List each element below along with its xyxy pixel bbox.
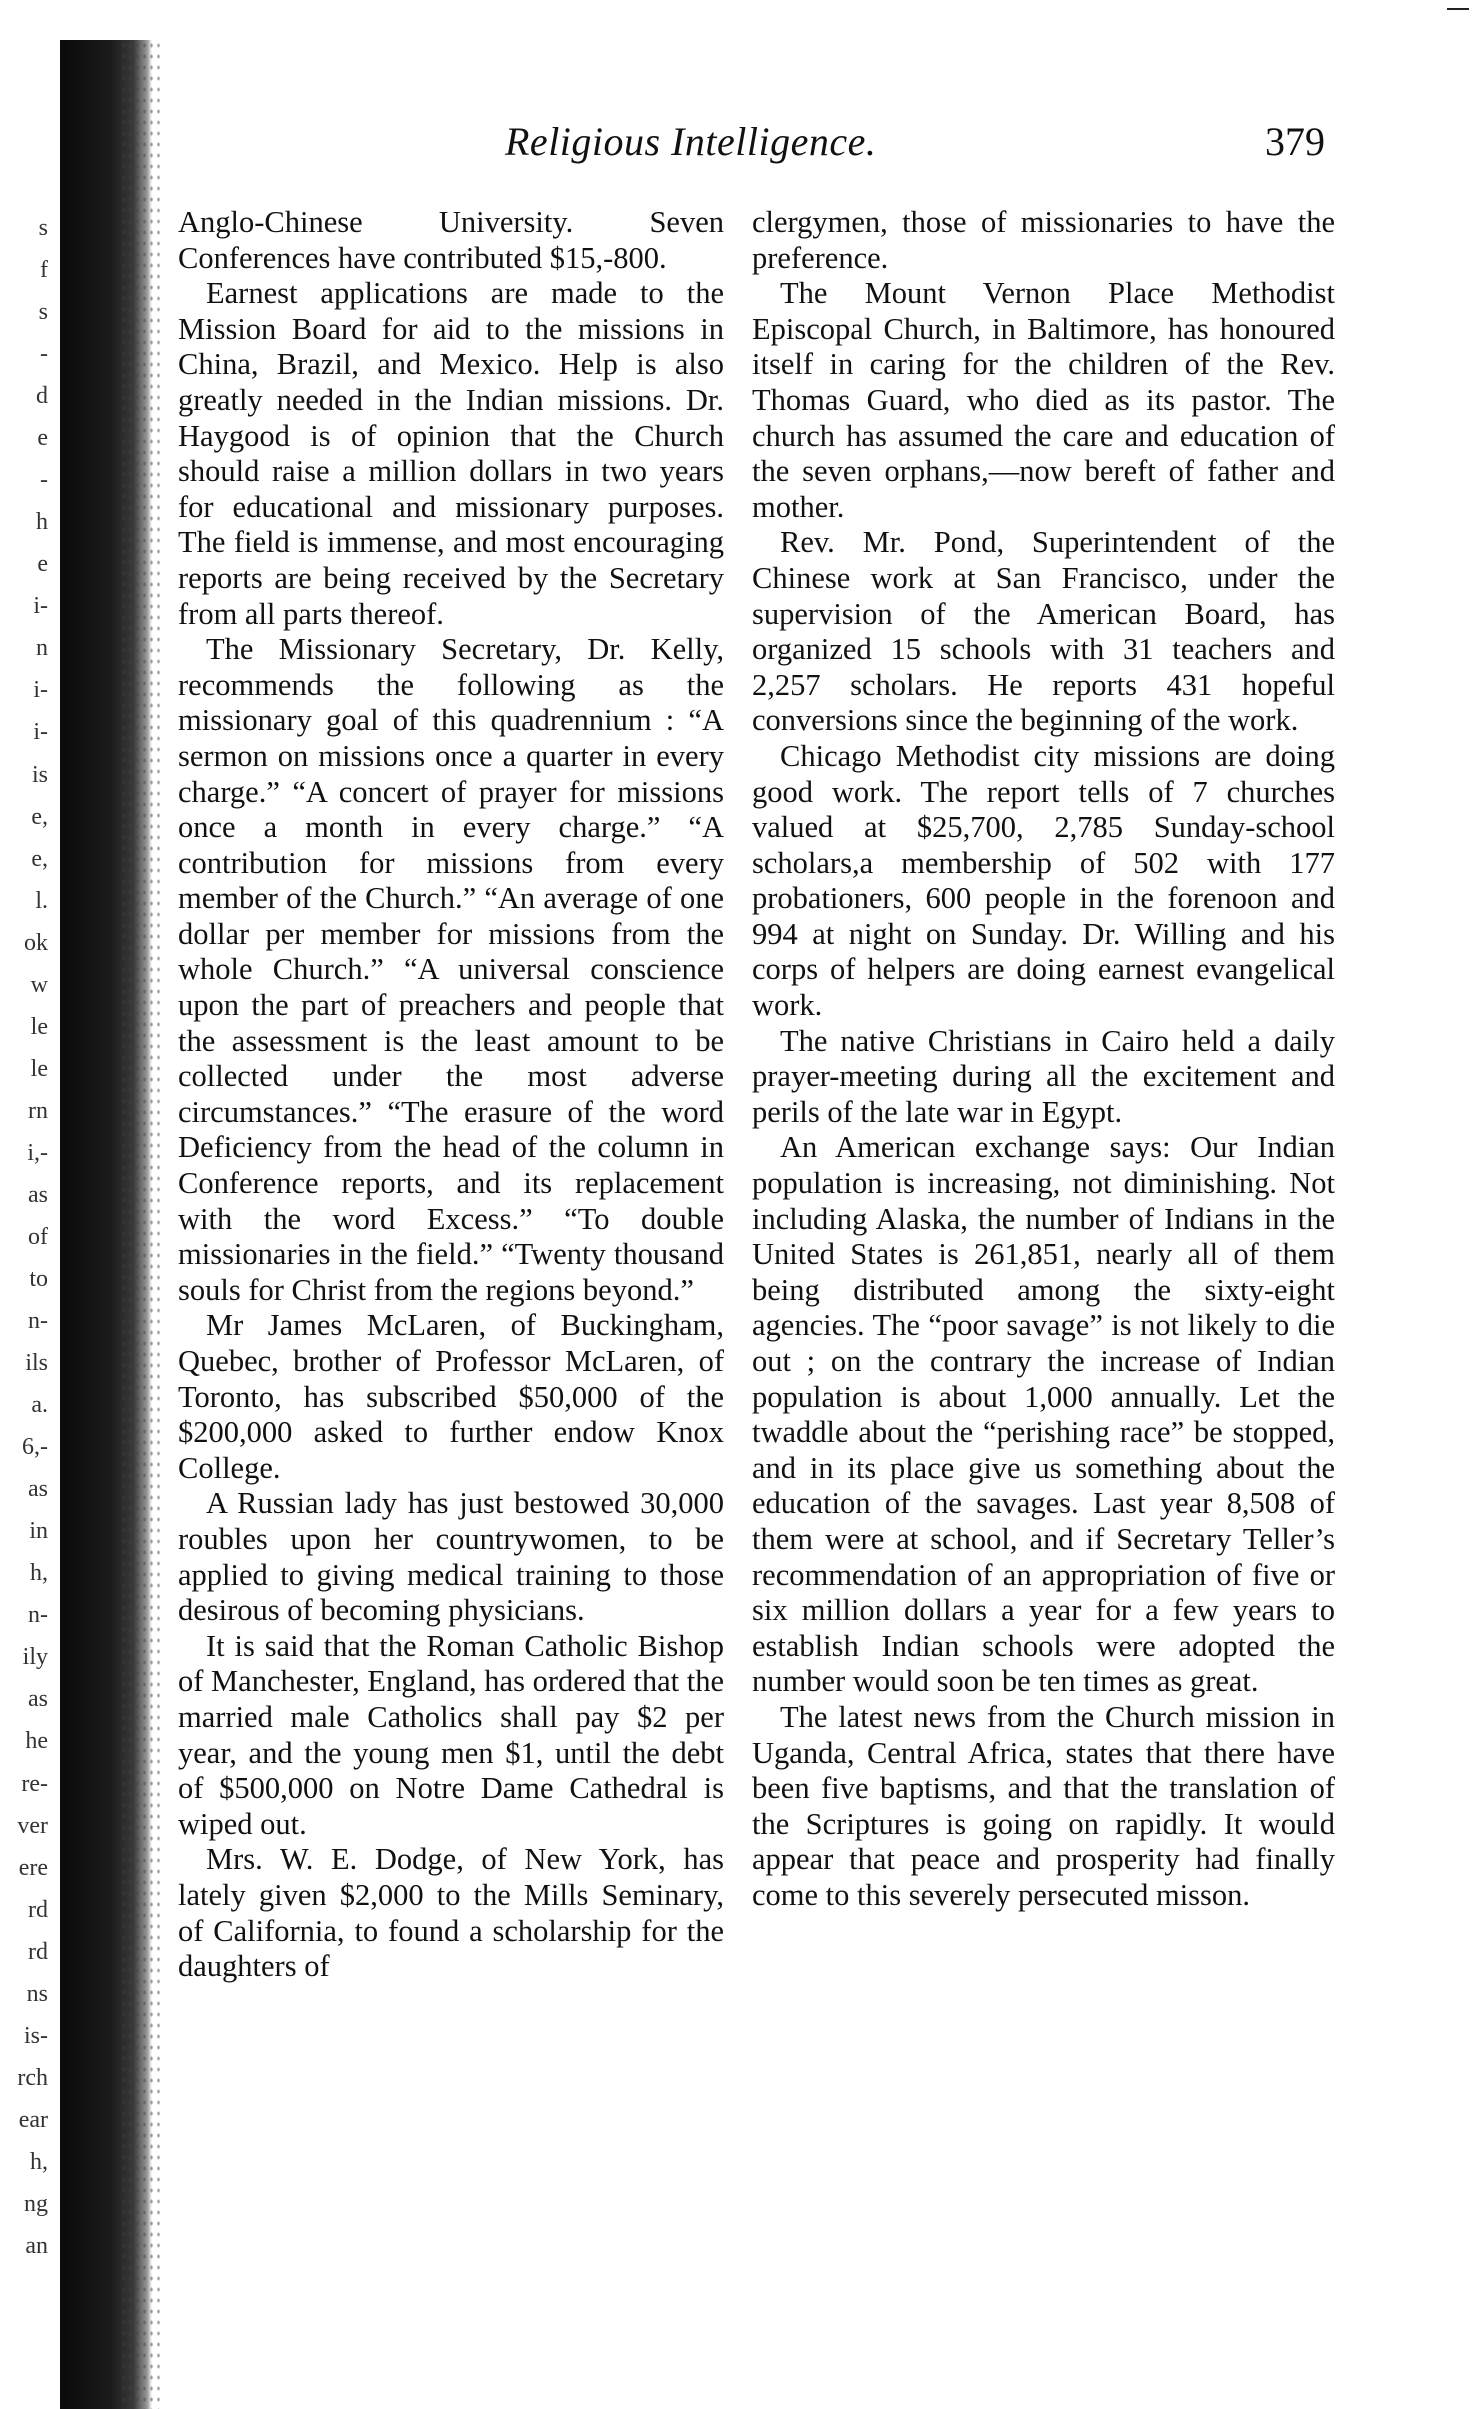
bleed-fragment: re-: [21, 1771, 48, 1797]
bleed-fragment: ver: [17, 1813, 48, 1839]
bleed-fragment: i-: [33, 593, 48, 619]
paragraph: An American exchange says: Our Indian population is increasing, not diminishing. Not including Alaska, the number of Indians in the United States is 261,851, nearly all of them being distributed among the sixty-eight agencies. The “poor savage” is not likely to die out ; on the contrary the increase of Indian population is about 1,000 annually. Let the twaddle about the “perishing race” be stopped, and in its place give us something about the education of the savages. Last year 8,508 of them were at school, and if Secretary Teller’s recommendation of an appropriation of five or six million dollars a year for a few years to establish Indian schools were adopted the number would soon be ten times as great.: [752, 1130, 1335, 1699]
bleed-fragment: s: [38, 299, 48, 325]
bleed-fragment: i-: [33, 719, 48, 745]
bleed-fragment: n: [36, 635, 48, 661]
bleed-fragment: e: [37, 425, 48, 451]
bleed-fragment: w: [30, 972, 48, 998]
right-column: [752, 205, 1335, 1914]
paragraph: The Missionary Secretary, Dr. Kelly, recommends the following as the missionary goal of this quadrennium : “A sermon on missions once a quarter in every charge.” “A concert of prayer for missions once a month in every charge.” “A contribution for missions from every member of the Church.” “An average of one dollar per member for missions from the whole Church.” “A universal conscience upon the part of preachers and people that the assessment is the least amount to be collected under the most adverse circumstances.” “The erasure of the word Deficiency from the head of the column in Conference reports, and its replacement with the word Excess.” “To double missionaries in the field.” “Twenty thousand souls for Christ from the regions beyond.”: [178, 632, 724, 1307]
paragraph: Mrs. W. E. Dodge, of New York, has lately given $2,000 to the Mills Seminary, of California, to found a scholarship for the daughters of: [178, 1842, 724, 1984]
bleed-fragment: a.: [31, 1392, 48, 1418]
bleed-fragment: is: [31, 762, 48, 788]
bleed-fragment: an: [25, 2233, 48, 2259]
bleed-fragment: rch: [17, 2065, 48, 2091]
bleed-fragment: s: [38, 215, 48, 241]
bleed-fragment: ok: [24, 930, 48, 956]
bleed-fragment: e: [37, 551, 48, 577]
paragraph: clergymen, those of missionaries to have the preference.: [752, 205, 1335, 275]
running-title: Religious Intelligence.: [505, 119, 877, 164]
page-number: 379: [1265, 119, 1325, 164]
bleed-fragment: ere: [18, 1855, 48, 1881]
paragraph: Chicago Methodist city missions are doing good work. The report tells of 7 churches valued at $25,700, 2,785 Sunday-school scholars,a membership of 502 with 177 probationers, 600 people in the forenoon and 994 at night on Sunday. Dr. Willing and his corps of helpers are doing earnest evangelical work.: [752, 738, 1335, 1023]
bleed-fragment: in: [29, 1518, 48, 1544]
bleed-fragment: -: [40, 467, 48, 493]
paragraph: Anglo-Chinese University. Seven Conferences have contributed $15,-800.: [178, 205, 724, 275]
bleed-fragment: ng: [24, 2191, 48, 2217]
bleed-fragment: rn: [28, 1098, 48, 1124]
bleed-fragment: le: [30, 1056, 48, 1082]
bleed-fragment: to: [29, 1266, 48, 1292]
bleed-fragment: h: [36, 509, 48, 535]
bleed-fragment: i,-: [27, 1140, 48, 1166]
bleed-fragment: 6,-: [22, 1434, 48, 1460]
bleed-fragment: is-: [24, 2023, 48, 2049]
bleed-fragment: ils: [25, 1350, 48, 1376]
bleed-fragment: of: [28, 1224, 48, 1250]
bleed-fragment: as: [28, 1686, 48, 1712]
paragraph: Mr James McLaren, of Buckingham, Quebec, brother of Professor McLaren, of Toronto, has subscribed $50,000 of the $200,000 asked to further endow Knox College.: [178, 1308, 724, 1485]
scan-edge-mark: [1447, 8, 1469, 10]
paragraph: A Russian lady has just bestowed 30,000 roubles upon her countrywomen, to be applied to giving medical training to those desirous of becoming physicians.: [178, 1486, 724, 1628]
paragraph: Earnest applications are made to the Mission Board for aid to the missions in China, Brazil, and Mexico. Help is also greatly needed in the Indian missions. Dr. Haygood is of opinion that the Church should raise a million dollars in two years for educational and missionary purposes. The field is immense, and most encouraging reports are being received by the Secretary from all parts thereof.: [178, 276, 724, 631]
bleed-fragment: ily: [22, 1644, 48, 1670]
bleed-fragment: as: [28, 1476, 48, 1502]
bleed-fragment: rd: [28, 1897, 48, 1923]
bleed-fragment: h,: [30, 2149, 48, 2175]
bleed-fragment: l.: [35, 888, 48, 914]
bleed-fragment: e,: [31, 804, 48, 830]
paragraph: The Mount Vernon Place Methodist Episcopal Church, in Baltimore, has honoured itself in caring for the children of the Rev. Thomas Guard, who died as its pastor. The church has assumed the care and education of the seven orphans,—now bereft of father and mother.: [752, 276, 1335, 524]
bleed-fragment: n-: [28, 1602, 48, 1628]
paragraph: The latest news from the Church mission in Uganda, Central Africa, states that there have been five baptisms, and that the translation of the Scriptures is going on rapidly. It would appear that peace and prosperity had finally come to this severely persecuted misson.: [752, 1699, 1335, 1912]
bleed-fragment: le: [30, 1014, 48, 1040]
bleed-fragment: n-: [28, 1308, 48, 1334]
bleed-fragment: d: [36, 383, 48, 409]
bleed-fragment: rd: [28, 1939, 48, 1965]
bleed-fragment: ns: [26, 1981, 48, 2007]
bleed-fragment: i-: [33, 677, 48, 703]
gutter-noise: [120, 40, 164, 2409]
paragraph: It is said that the Roman Catholic Bishop of Manchester, England, has ordered that the married male Catholics shall pay $2 per year, and the young men $1, until the debt of $500,000 on Notre Dame Cathedral is wiped out.: [178, 1628, 724, 1841]
paragraph: Rev. Mr. Pond, Superintendent of the Chinese work at San Francisco, under the supervision of the American Board, has organized 15 schools with 31 teachers and 2,257 scholars. He reports 431 hopeful conversions since the beginning of the work.: [752, 525, 1335, 738]
bleed-fragment: ear: [18, 2107, 48, 2133]
bleed-fragment: he: [25, 1728, 48, 1754]
paragraph: The native Christians in Cairo held a daily prayer-meeting during all the excitement and perils of the late war in Egypt.: [752, 1023, 1335, 1129]
bleed-fragment: e,: [31, 846, 48, 872]
bleed-fragment: -: [40, 341, 48, 367]
bleed-fragment: f: [40, 257, 48, 283]
left-column: [178, 205, 724, 1985]
bleed-fragment: as: [28, 1182, 48, 1208]
bleed-fragment: h,: [30, 1560, 48, 1586]
